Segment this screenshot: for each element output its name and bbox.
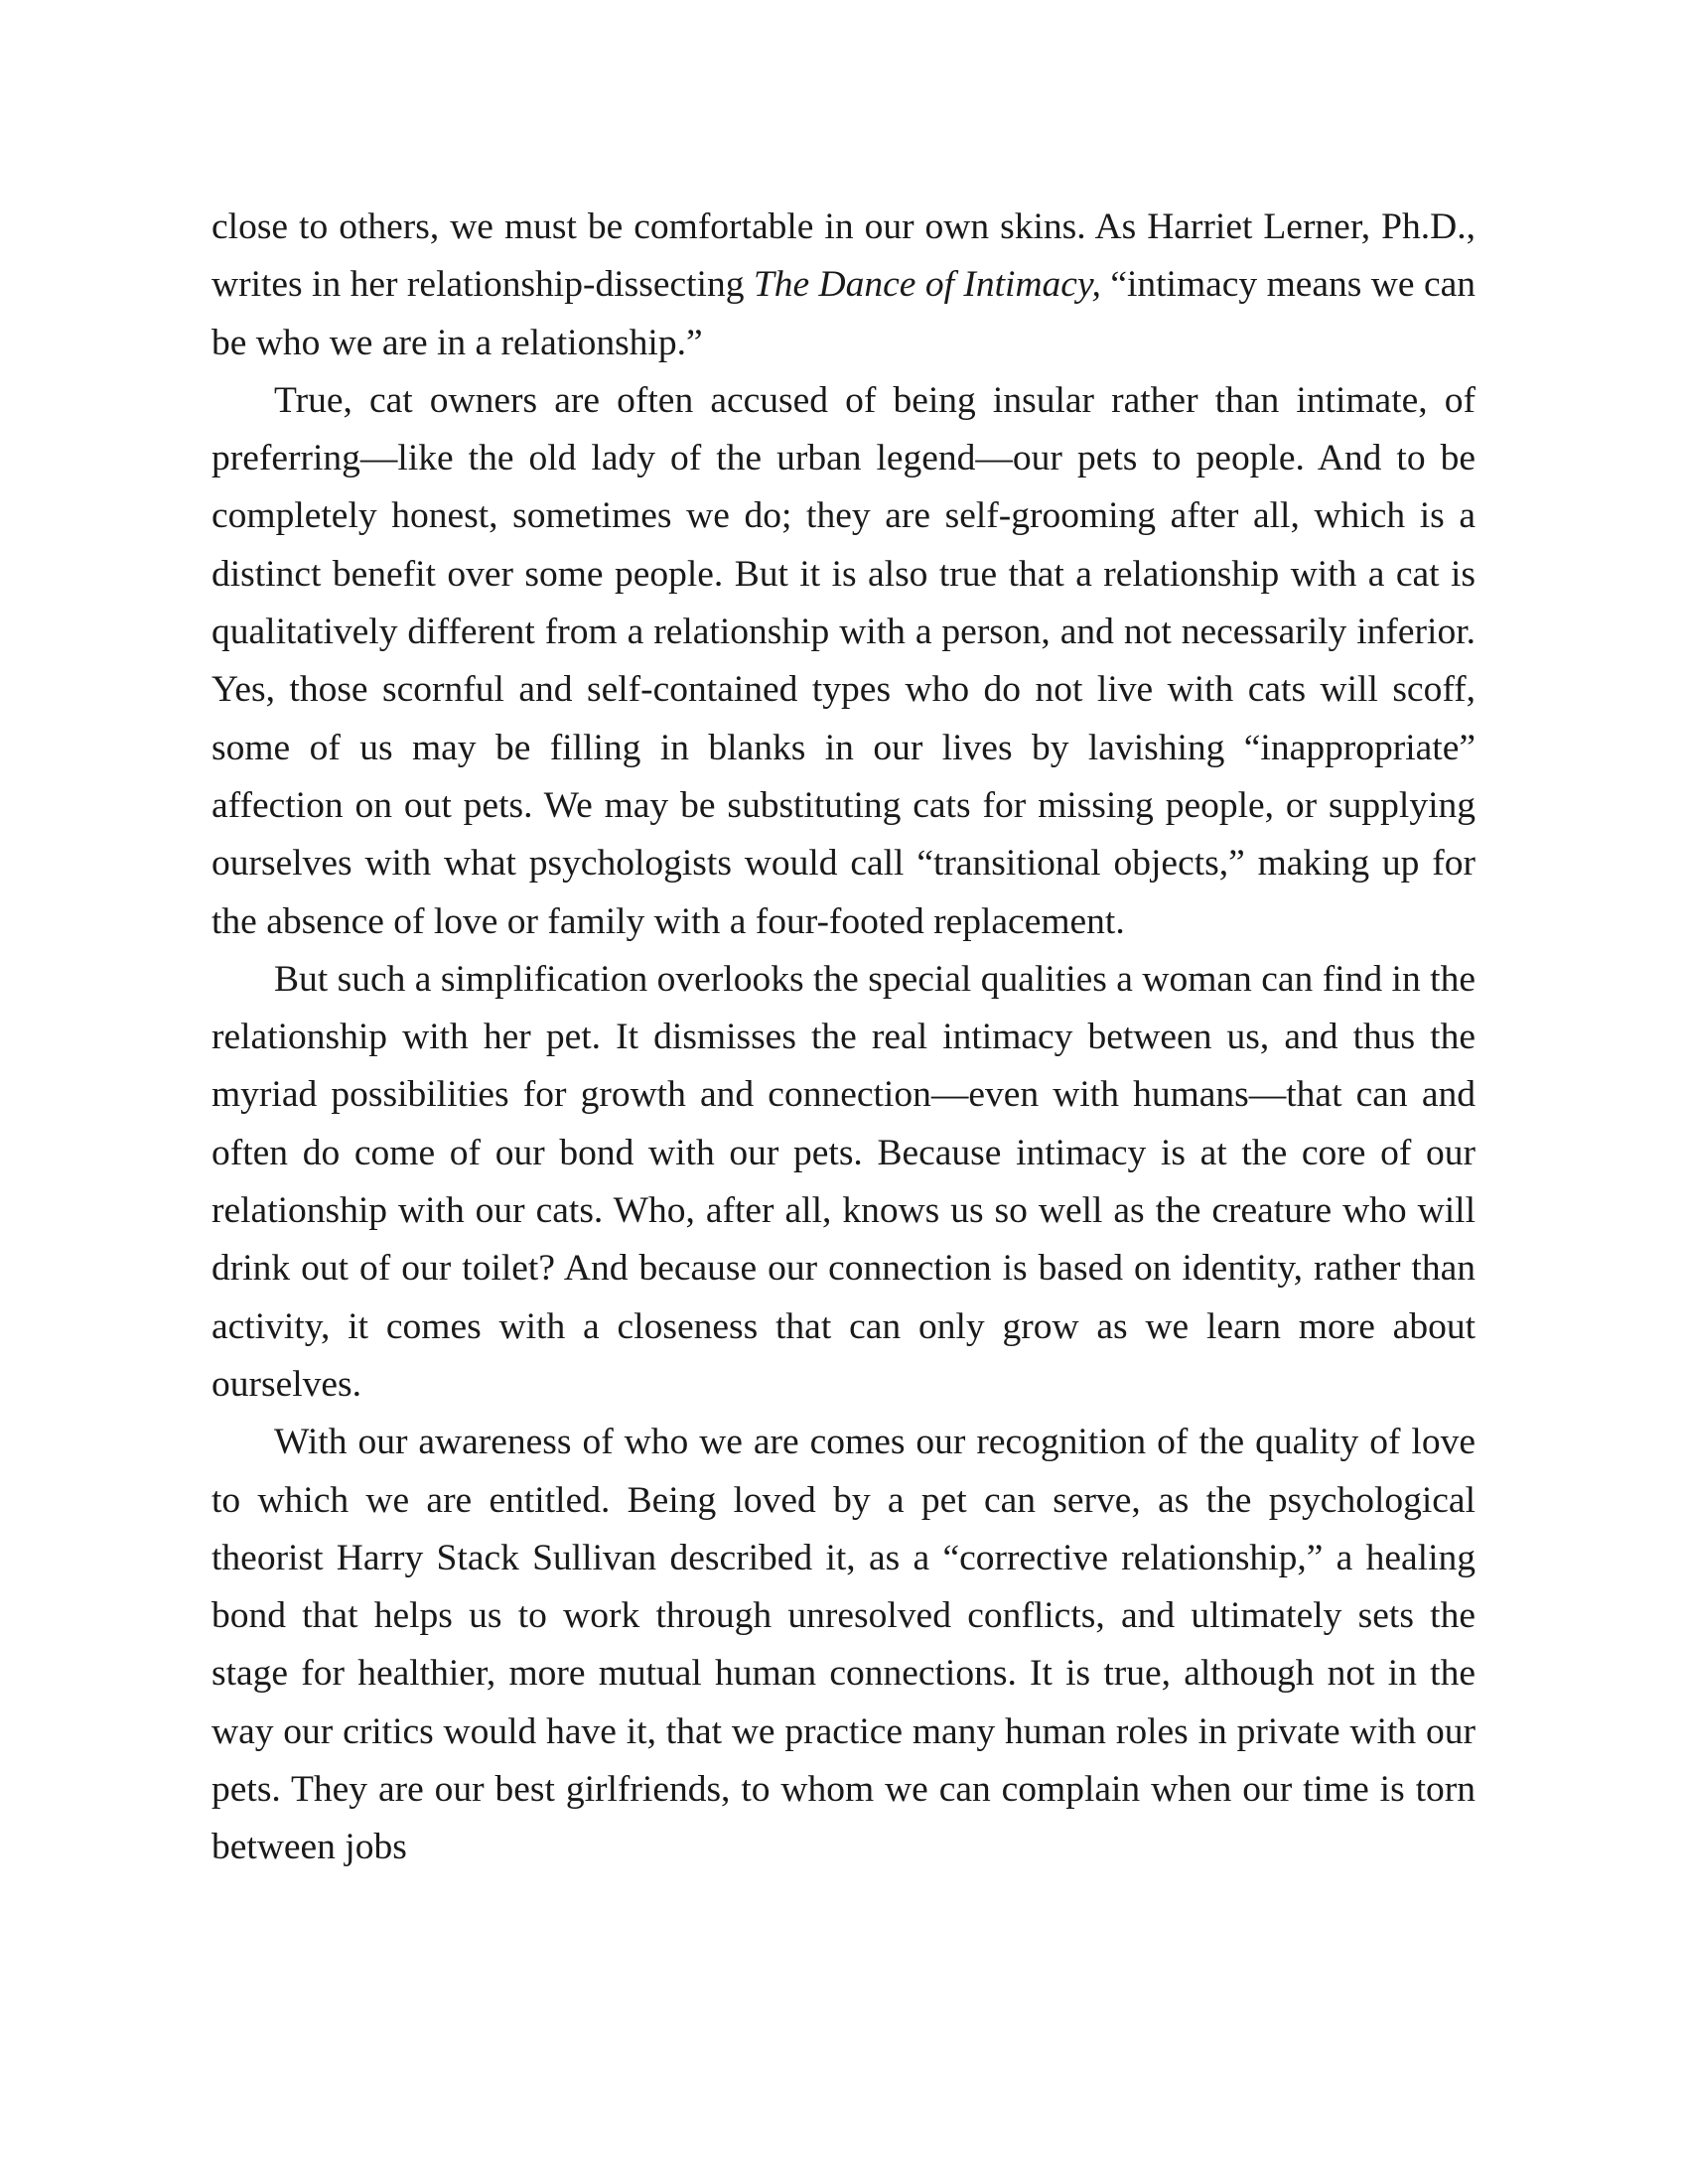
paragraph-1-text-after: “intimacy means we can be who we are in a relationship.” [211, 264, 1476, 363]
body-text [211, 199, 1476, 1877]
paragraph-3: But such a simplification overlooks the special qualities a woman can find in the relationship with her pet. It dismisses the real intimacy between us, and thus the myriad possibilities for growth and connection—even with humans—that can and often do come of our bond with our pets. Because intimacy is at the core of our relationship with our cats. Who, after all, knows us so well as the creature who will drink out of our toilet? And because our connection is based on identity, rather than activity, it comes with a closeness that can only grow as we learn more about ourselves. [211, 958, 1476, 1405]
paragraph-4: With our awareness of who we are comes our recognition of the quality of love to which we are entitled. Being loved by a pet can serve, as the psychological theorist Harry Stack Sullivan described it, as a “corrective relationship,” a healing bond that helps us to work through unresolved conflicts, and ultimately sets the stage for healthier, more mutual human connections. It is true, although not in the way our critics would have it, that we practice many human roles in private with our pets. They are our best girlfriends, to whom we can complain when our time is torn between jobs [211, 1422, 1476, 1868]
paragraph-1 [211, 199, 1476, 372]
paragraph-2: True, cat owners are often accused of being insular rather than intimate, of preferring—like the old lady of the urban legend—our pets to people. And to be completely honest, sometimes we do; they are self-grooming after all, which is a distinct benefit over some people. But it is also true that a relationship with a cat is qualitatively different from a relationship with a person, and not necessarily inferior. Yes, those scornful and self-contained types who do not live with cats will scoff, some of us may be filling in blanks in our lives by lavishing “inappropriate” affection on out pets. We may be substituting cats for missing people, or supplying ourselves with what psychologists would call “transitional objects,” making up for the absence of love or family with a four-footed replacement. [211, 379, 1476, 942]
book-title-italic: The Dance of Intimacy, [753, 264, 1101, 306]
paragraph-1-text-before: close to others, we must be comfortable in our own skins. As Harriet Lerner, Ph.D., writes in her relationship-dissecting [211, 206, 1476, 306]
